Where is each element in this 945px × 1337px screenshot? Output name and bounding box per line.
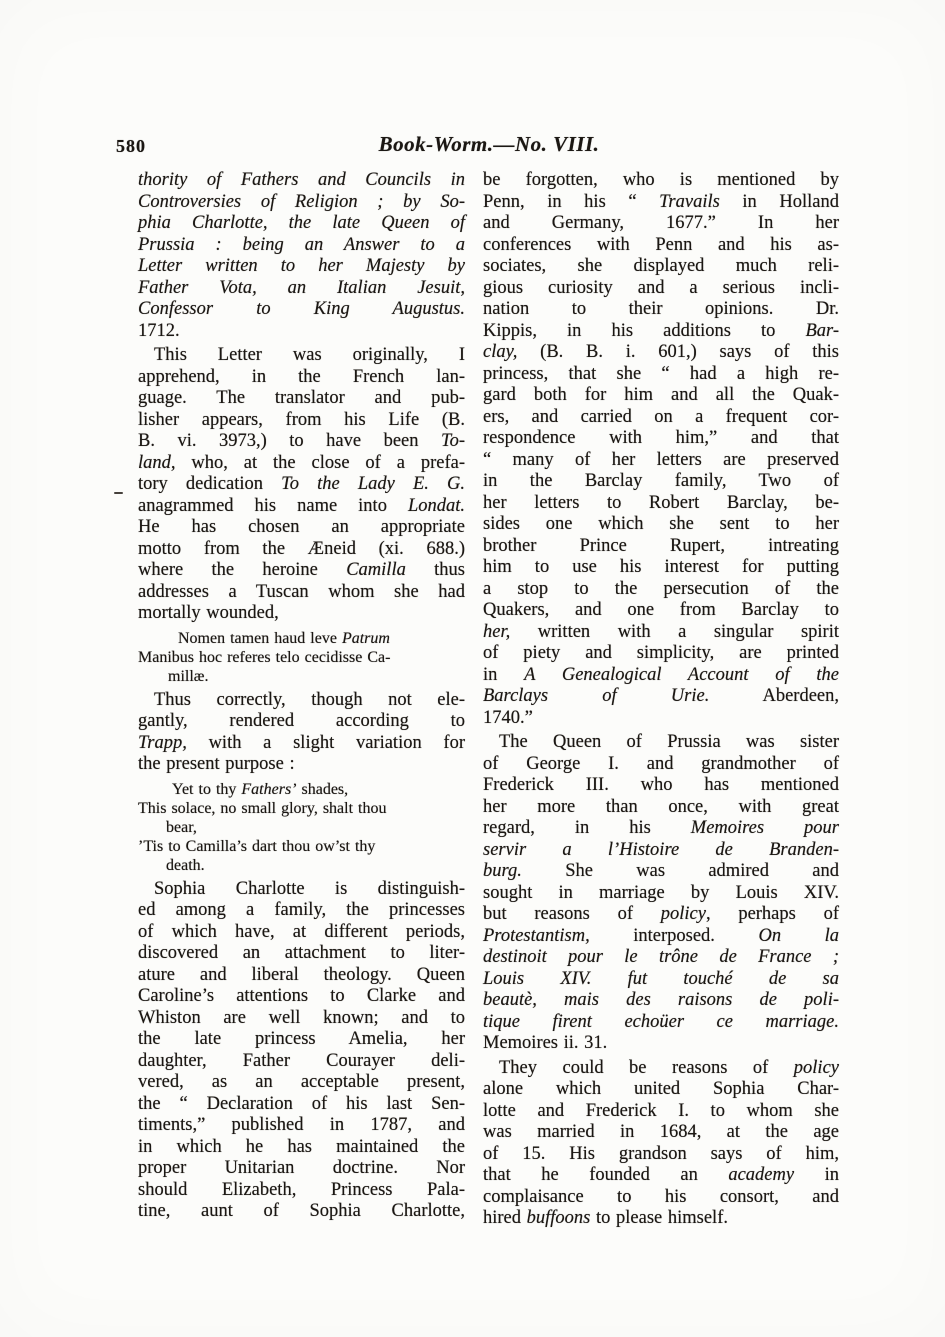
text-line: her, written with a singular spirit [483, 621, 839, 642]
text-line: Barclays of Urie. Aberdeen, [483, 686, 839, 706]
text-line: tine, aunt of Sophia Charlotte, [138, 1201, 465, 1221]
text-line: ed among a family, the princesses [138, 900, 465, 920]
text-line: “ many of her letters are preserved [483, 449, 839, 470]
text-line: gantly, rendered according to [138, 711, 465, 731]
text-line: land, who, at the close of a prefa- [138, 452, 465, 473]
text-line: death. [166, 856, 205, 874]
text-line: alone which united Sophia Char- [483, 1079, 839, 1099]
text-line: her more than once, with great [483, 796, 839, 817]
text-line: burg. She was admired and [483, 861, 839, 881]
text-line: sought in marriage by Louis XIV. [483, 882, 839, 903]
text-line: complaisance to his consort, and [483, 1186, 839, 1207]
text-line: the late princess Amelia, her [138, 1029, 465, 1049]
text-line: The Queen of Prussia was sister [499, 732, 839, 752]
text-line: nation to their opinions. Dr. [483, 299, 839, 319]
text-line: hired buffoons to please himself. [483, 1208, 728, 1228]
text-line: motto from the Æneid (xi. 688.) [138, 538, 465, 559]
text-line: in which he has maintained the [138, 1136, 465, 1157]
text-line: Frederick III. who has mentioned [483, 775, 839, 795]
text-line: B. vi. 3973,) to have been To- [138, 431, 465, 451]
text-line: millæ. [168, 667, 209, 685]
text-line: This Letter was originally, I [154, 345, 465, 365]
text-line: the present purpose : [138, 754, 295, 774]
text-line: but reasons of policy, perhaps of [483, 904, 839, 924]
text-line: tory dedication To the Lady E. G. [138, 474, 465, 494]
text-line: in the Barclay family, Two of [483, 471, 839, 491]
paragraph [138, 345, 465, 625]
running-title: Book-Worm.—No. VIII. [378, 132, 600, 156]
paragraph [138, 170, 465, 342]
text-line: regard, in his Memoires pour [483, 818, 839, 838]
text-line: thority of Fathers and Councils in [138, 170, 465, 190]
text-line: gard both for him and all the Quak- [483, 385, 839, 405]
text-line: of 15. His grandson says of him, [483, 1143, 839, 1164]
text-line: They could be reasons of policy [499, 1057, 839, 1078]
text-line: 1740.” [483, 707, 533, 728]
paragraph [138, 879, 465, 1223]
text-line: daughter, Father Courayer deli- [138, 1050, 465, 1071]
verse-block [138, 629, 465, 686]
margin-mark [114, 492, 123, 494]
text-line: Manibus hoc referes telo cecidisse Ca- [138, 648, 391, 666]
text-line: a stop to the persecution of the [483, 578, 839, 599]
page-header [0, 132, 945, 162]
text-line: destinoit pour le trône de France ; [483, 947, 839, 967]
text-line: lotte and Frederick I. to whom she [483, 1100, 839, 1121]
text-line: beautè, mais des raisons de poli- [483, 990, 839, 1010]
paragraph [483, 1058, 839, 1230]
text-line: proper Unitarian doctrine. Nor [138, 1158, 465, 1178]
text-line: He has chosen an appropriate [138, 517, 465, 537]
text-line: Louis XIV. fut touché de sa [483, 968, 839, 989]
text-line: in A Genealogical Account of the [483, 664, 840, 685]
text-line: Protestantism, interposed. On la [483, 925, 839, 946]
text-line: should Elizabeth, Princess Pala- [138, 1179, 465, 1200]
text-line: be forgotten, who is mentioned by [483, 170, 839, 190]
text-line: sociates, she displayed much reli- [483, 256, 839, 276]
paragraph [138, 690, 465, 776]
text-line: Memoires ii. 31. [483, 1033, 608, 1053]
text-line: bear, [166, 818, 197, 836]
text-line: princess, that she “ had a high re- [483, 363, 839, 384]
text-line: brother Prince Rupert, intreating [483, 535, 839, 556]
text-line: Confessor to King Augustus. [138, 299, 465, 319]
text-line: Thus correctly, though not ele- [154, 689, 465, 710]
text-line: gious curiosity and a serious incli- [483, 277, 839, 298]
text-line: was married in 1684, at the age [483, 1122, 839, 1142]
text-line: Caroline’s attentions to Clarke and [138, 986, 465, 1006]
page-number: 580 [116, 136, 146, 156]
text-line: Yet to thy Fathers’ shades, [172, 780, 349, 798]
text-line: Prussia : being an Answer to a [138, 234, 465, 255]
text-line: lisher appears, from his Life (B. [138, 409, 465, 430]
text-line: tique firent echoüer ce marriage. [483, 1011, 839, 1032]
text-line: ers, and carried on a frequent cor- [483, 406, 839, 427]
text-line: vered, as an acceptable present, [138, 1072, 465, 1092]
text-line: anagrammed his name into Londat. [138, 495, 465, 516]
column-left [138, 170, 465, 1223]
text-line: sides one which she sent to her [483, 514, 839, 534]
column-right [483, 170, 839, 1230]
text-line: timents,” published in 1787, and [138, 1115, 465, 1135]
text-line: servir a l’Histoire de Branden- [483, 839, 839, 860]
verse-block [138, 780, 465, 875]
text-line: where the heroine Camilla thus [138, 560, 465, 580]
text-line: Father Vota, an Italian Jesuit, [138, 277, 465, 298]
text-line: guage. The translator and pub- [138, 388, 465, 408]
paragraph [483, 170, 839, 729]
text-line: Controversies of Religion ; by So- [138, 191, 465, 212]
paragraph [483, 732, 839, 1055]
text-line: Whiston are well known; and to [138, 1007, 465, 1028]
text-line: Trapp, with a slight variation for [138, 732, 465, 753]
text-line: of piety and simplicity, are printed [483, 643, 839, 663]
text-line: 1712. [138, 320, 180, 341]
text-line: addresses a Tuscan whom she had [138, 581, 465, 602]
text-line: discovered an attachment to liter- [138, 943, 465, 963]
text-line: Kippis, in his additions to Bar- [483, 320, 839, 341]
text-line: Sophia Charlotte is distinguish- [154, 878, 465, 899]
text-line: that he founded an academy in [483, 1165, 839, 1185]
text-line: clay, (B. B. i. 601,) says of this [483, 342, 839, 362]
text-line: conferences with Penn and his as- [483, 234, 839, 255]
text-line: apprehend, in the French lan- [138, 366, 465, 387]
text-line: the “ Declaration of his last Sen- [138, 1093, 465, 1114]
text-line: Letter written to her Majesty by [138, 256, 465, 276]
text-line: of George I. and grandmother of [483, 753, 839, 774]
text-line: and Germany, 1677.” In her [483, 213, 839, 233]
text-line: Quakers, and one from Barclay to [483, 600, 839, 620]
text-line: respondence with him,” and that [483, 428, 839, 448]
text-line: ature and liberal theology. Queen [138, 964, 465, 985]
text-line: Nomen tamen haud leve Patrum [178, 629, 390, 647]
text-line: Penn, in his “ Travails in Holland [483, 191, 839, 212]
text-line: of which have, at different periods, [138, 921, 465, 942]
text-line: phia Charlotte, the late Queen of [138, 213, 465, 233]
text-line: This solace, no small glory, shalt thou [138, 799, 387, 817]
text-line: mortally wounded, [138, 603, 279, 623]
text-line: ’Tis to Camilla’s dart thou ow’st thy [138, 837, 376, 855]
text-line: him to use his interest for putting [483, 557, 839, 577]
text-line: her letters to Robert Barclay, be- [483, 492, 839, 513]
